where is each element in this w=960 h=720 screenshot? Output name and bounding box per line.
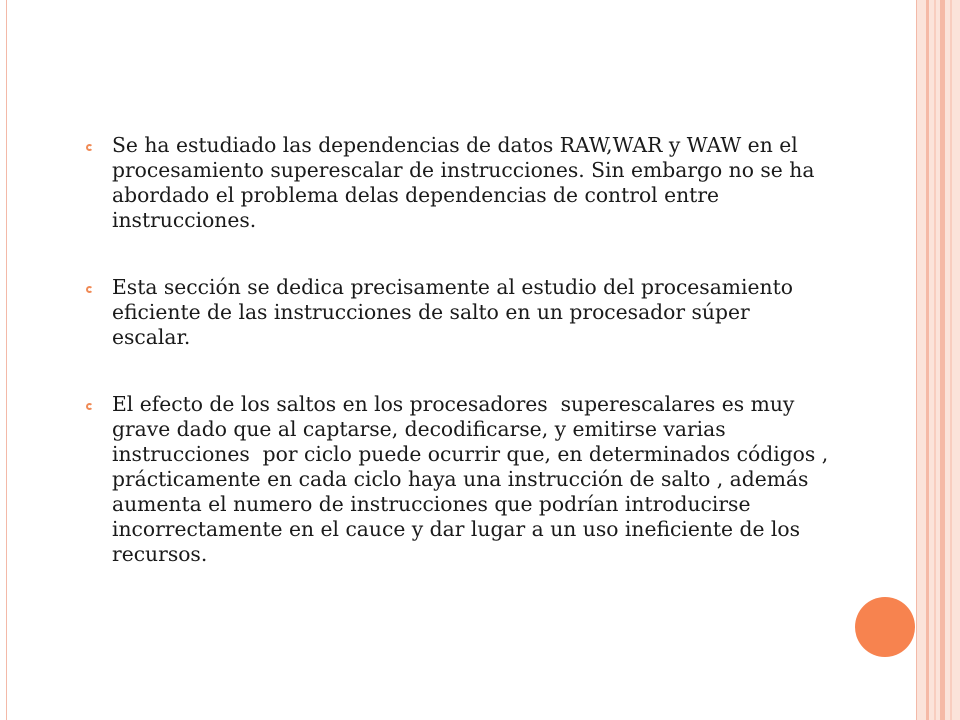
text-line: El efecto de los saltos en los procesadores superescalares es muy bbox=[112, 392, 795, 416]
text-line: abordado el problema delas dependencias de control entre bbox=[112, 183, 720, 207]
bullet-ring-icon bbox=[86, 144, 93, 151]
stripe bbox=[934, 0, 936, 720]
stripe bbox=[950, 0, 952, 720]
text-line: grave dado que al captarse, decodificarse, y emitirse varias bbox=[112, 417, 726, 441]
bullet-text bbox=[112, 392, 866, 567]
text-line: aumenta el numero de instrucciones que podrían introducirse bbox=[112, 492, 751, 516]
bullet-ring-icon bbox=[86, 286, 93, 293]
stripe bbox=[940, 0, 945, 720]
text-line: prácticamente en cada ciclo haya una instrucción de salto , además bbox=[112, 467, 809, 491]
bullet-text bbox=[112, 133, 866, 233]
text-line: Se ha estudiado las dependencias de datos RAW,WAR y WAW en el bbox=[112, 133, 798, 157]
bullet-item bbox=[86, 275, 866, 350]
text-line: eficiente de las instrucciones de salto en un procesador súper bbox=[112, 300, 750, 324]
text-line: escalar. bbox=[112, 325, 191, 349]
text-line: recursos. bbox=[112, 542, 208, 566]
bullet-ring-icon bbox=[86, 403, 93, 410]
text-line: procesamiento superescalar de instrucciones. Sin embargo no se ha bbox=[112, 158, 815, 182]
text-line: incorrectamente en el cauce y dar lugar a un uso ineficiente de los bbox=[112, 517, 801, 541]
text-line: instrucciones por ciclo puede ocurrir que, en determinados códigos , bbox=[112, 442, 829, 466]
stripe bbox=[926, 0, 929, 720]
text-line: instrucciones. bbox=[112, 208, 257, 232]
bullet-list bbox=[86, 133, 866, 609]
bullet-item bbox=[86, 392, 866, 567]
decorative-side-stripes bbox=[917, 0, 960, 720]
text-line: Esta sección se dedica precisamente al estudio del procesamiento bbox=[112, 275, 793, 299]
bullet-item bbox=[86, 133, 866, 233]
bullet-text bbox=[112, 275, 866, 350]
